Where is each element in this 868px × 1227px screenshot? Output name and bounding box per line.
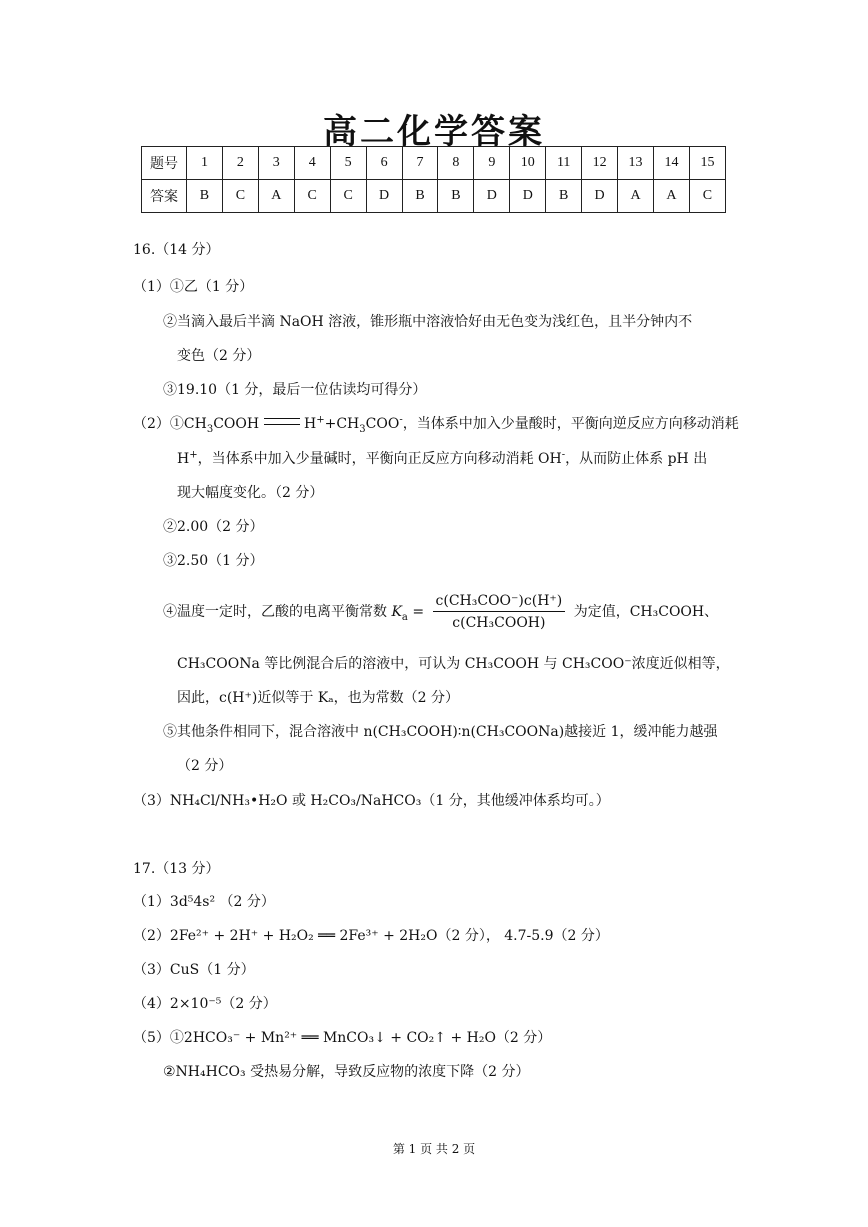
- q16-part2-5a: ⑤其他条件相同下，混合溶液中 n(CH₃COOH)∶n(CH₃COONa)越接近 1，缓冲能力越强: [163, 724, 718, 740]
- text-span: ，当体系中加入少量碱时，平衡向正反应方向移动消耗 OH: [197, 451, 562, 467]
- fraction-denominator: c(CH₃COOH): [452, 615, 546, 631]
- q16-part3: （3）NH₄Cl/NH₃•H₂O 或 H₂CO₃/NaHCO₃（1 分，其他缓冲体系均可。）: [133, 793, 610, 809]
- q16-part2-5b: （2 分）: [177, 758, 233, 774]
- table-cell: 15: [689, 147, 725, 180]
- q17-part4: （4）2×10⁻⁵（2 分）: [133, 996, 277, 1012]
- table-cell: 3: [258, 147, 294, 180]
- q16-part1-3: ③19.10（1 分，最后一位估读均可得分）: [163, 382, 427, 398]
- table-cell: 8: [438, 147, 474, 180]
- table-cell: 5: [330, 147, 366, 180]
- table-cell: 12: [582, 147, 618, 180]
- ka-fraction: [433, 593, 566, 631]
- text-span: H: [304, 416, 317, 432]
- q16-part2-1b: H+，当体系中加入少量碱时，平衡向正反应方向移动消耗 OH-，从而防止体系 pH 出: [177, 449, 708, 467]
- q16-part1-2a: ②当滴入最后半滴 NaOH 溶液，锥形瓶中溶液恰好由无色变为浅红色，且半分钟内不: [163, 314, 693, 330]
- q17-heading: 17.（13 分）: [133, 861, 220, 877]
- table-cell: 11: [546, 147, 582, 180]
- table-cell: C: [222, 180, 258, 213]
- table-cell: 6: [366, 147, 402, 180]
- q16-part2-3: ③2.50（1 分）: [163, 553, 264, 569]
- table-cell: B: [402, 180, 438, 213]
- table-cell: C: [689, 180, 725, 213]
- q16-part2-1a: $(2)①CH_3COOH$ $H^++CH_3COO^-$，当体系中加入少量酸时，平衡向逆反应方向移动消耗: [133, 414, 739, 435]
- q17-part2: （2）2Fe²⁺ + 2H⁺ + H₂O₂ ══ 2Fe³⁺ + 2H₂O（2 分）， 4.7-5.9（2 分）: [133, 928, 609, 944]
- q16-part2-2: ②2.00（2 分）: [163, 519, 264, 535]
- table-cell: C: [294, 180, 330, 213]
- q17-part3: （3）CuS（1 分）: [133, 962, 255, 978]
- table-cell: D: [510, 180, 546, 213]
- q17-part5b: ②NH₄HCO₃ 受热易分解，导致反应物的浓度下降（2 分）: [163, 1064, 530, 1080]
- text-span: 为定值，CH₃COOH、: [573, 604, 719, 620]
- table-cell: 1: [187, 147, 223, 180]
- q17-part5a: （5）①2HCO₃⁻ + Mn²⁺ ══ MnCO₃↓ + CO₂↑ + H₂O（2 分）: [133, 1030, 552, 1046]
- answer-label: 答案: [142, 180, 187, 213]
- equilibrium-arrow-icon: [264, 418, 300, 427]
- q16-part1-2b: 变色（2 分）: [177, 348, 261, 364]
- table-cell: A: [618, 180, 654, 213]
- table-cell: D: [366, 180, 402, 213]
- text-span: COOH: [213, 416, 260, 432]
- table-cell: D: [582, 180, 618, 213]
- table-cell: 13: [618, 147, 654, 180]
- text-span: ④温度一定时，乙酸的电离平衡常数: [163, 604, 387, 620]
- table-cell: A: [653, 180, 689, 213]
- table-cell: D: [474, 180, 510, 213]
- q16-part2-4a: ④温度一定时，乙酸的电离平衡常数 $K_a$ = $\frac{\text{c(CH₃COO⁻)c(H⁺)}}{\text{c(CH₃COOH)}}$ 为定值，CH₃COOH、: [163, 593, 719, 631]
- fraction-numerator: c(CH₃COO⁻)c(H⁺): [433, 593, 566, 612]
- table-cell: 9: [474, 147, 510, 180]
- table-cell: 7: [402, 147, 438, 180]
- page-title: 高二化学答案: [323, 112, 545, 152]
- table-cell: 4: [294, 147, 330, 180]
- q16-part1: （1）①乙（1 分）: [133, 279, 254, 295]
- table-row-answers: [142, 180, 726, 213]
- table-cell: A: [258, 180, 294, 213]
- text-span: ，从而防止体系 pH 出: [565, 451, 708, 467]
- q16-part2-4d: 因此，c(H⁺)近似等于 Kₐ，也为常数（2 分）: [177, 690, 460, 706]
- table-cell: 14: [653, 147, 689, 180]
- q16-part2-1c: 现大幅度变化。（2 分）: [177, 485, 324, 501]
- table-cell: 10: [510, 147, 546, 180]
- text-span: （2）①CH: [133, 416, 207, 432]
- text-span: ，当体系中加入少量酸时，平衡向逆反应方向移动消耗: [402, 416, 739, 432]
- text-span: COO: [365, 416, 400, 432]
- table-row-numbers: [142, 147, 726, 180]
- table-cell: 2: [222, 147, 258, 180]
- table-cell: B: [438, 180, 474, 213]
- q17-part1: （1）3d⁵4s² （2 分）: [133, 894, 275, 910]
- text-span: +CH: [324, 416, 360, 432]
- page-footer: 第 1 页 共 2 页: [392, 1142, 476, 1156]
- q16-heading: 16.（14 分）: [133, 242, 220, 258]
- q16-part2-4c: CH₃COONa 等比例混合后的溶液中，可认为 CH₃COOH 与 CH₃COO⁻浓度近似相等，: [177, 656, 730, 672]
- table-cell: B: [546, 180, 582, 213]
- header-label: 题号: [142, 147, 187, 180]
- table-cell: B: [187, 180, 223, 213]
- table-cell: C: [330, 180, 366, 213]
- answer-table: [141, 146, 726, 213]
